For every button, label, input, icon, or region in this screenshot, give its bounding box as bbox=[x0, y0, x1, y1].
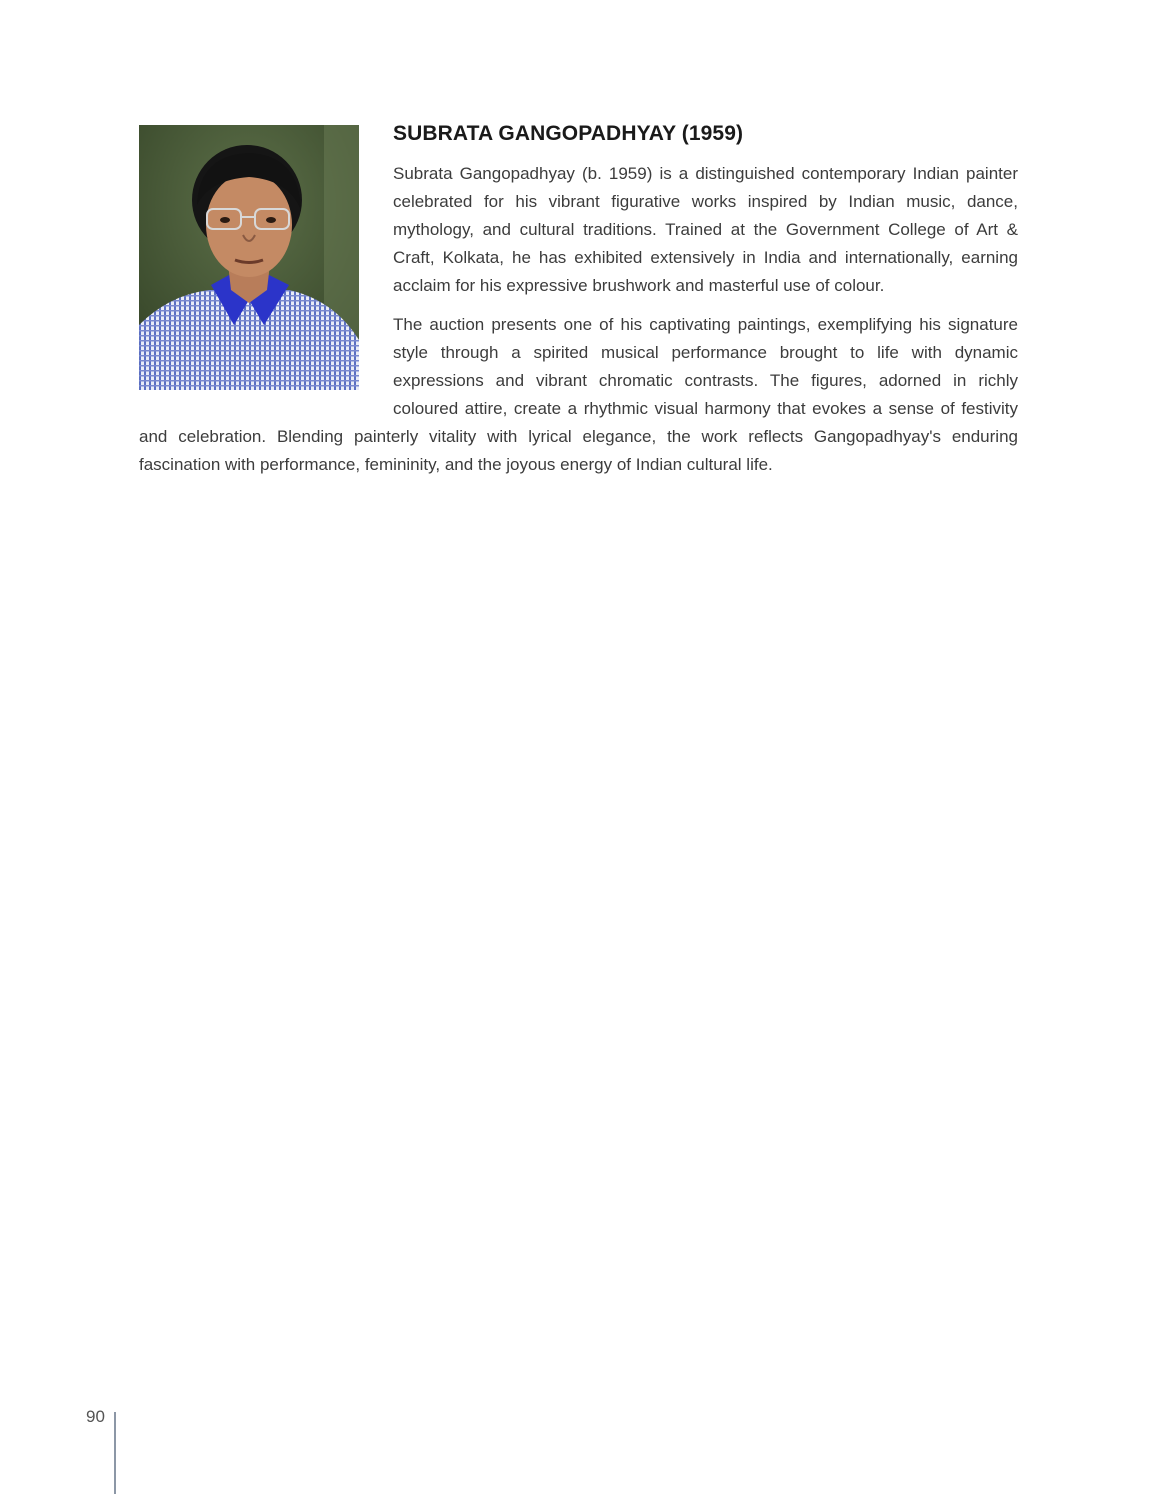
artist-heading: SUBRATA GANGOPADHYAY (1959) bbox=[393, 122, 744, 145]
artist-entry bbox=[139, 120, 1018, 490]
artwork-description-paragraph: The auction presents one of his captivating paintings, exemplifying his signature style through a spirited musical performance brought to life with dynamic expressions and vibrant chromatic contrasts. The figures, adorned in richly coloured attire, create a rhythmic visual harmony that evokes a sense of festivity and celebration. Blending painterly vitality with lyrical elegance, the work reflects Gangopadhyay's enduring fascination with performance, femininity, and the joyous energy of Indian cultural life. bbox=[139, 315, 1018, 474]
portrait-image bbox=[139, 125, 359, 390]
footer-vertical-rule bbox=[114, 1412, 116, 1494]
artist-portrait bbox=[139, 125, 359, 390]
page-number: 90 bbox=[86, 1407, 105, 1426]
biography-paragraph: Subrata Gangopadhyay (b. 1959) is a distinguished contemporary Indian painter celebrated for his vibrant figurative works inspired by Indian music, dance, mythology, and cultural traditions. Trained at the Government College of Art & Craft, Kolkata, he has exhibited extensively in India and internationally, earning acclaim for his expressive brushwork and masterful use of colour. bbox=[393, 164, 1018, 295]
